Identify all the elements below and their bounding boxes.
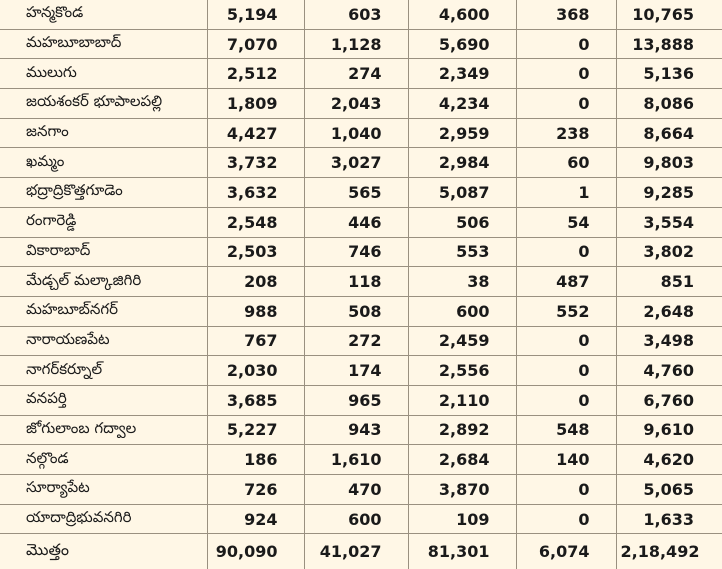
- value-cell: 81,301: [408, 534, 516, 569]
- table-row: [0, 0, 722, 29]
- district-name-cell: వనపర్తి: [0, 385, 207, 415]
- row-total-cell: 8,086: [616, 89, 722, 119]
- value-cell: 238: [516, 118, 616, 148]
- value-cell: 767: [207, 326, 304, 356]
- value-cell: 2,548: [207, 207, 304, 237]
- value-cell: 2,684: [408, 445, 516, 475]
- value-cell: 5,690: [408, 29, 516, 59]
- value-cell: 1,809: [207, 89, 304, 119]
- table-row: [0, 118, 722, 148]
- row-total-cell: 13,888: [616, 29, 722, 59]
- value-cell: 0: [516, 385, 616, 415]
- value-cell: 552: [516, 296, 616, 326]
- district-name-cell: జయశంకర్ భూపాలపల్లి: [0, 89, 207, 119]
- value-cell: 6,074: [516, 534, 616, 569]
- value-cell: 446: [304, 207, 408, 237]
- district-name-cell: నారాయణపేట: [0, 326, 207, 356]
- row-total-cell: 10,765: [616, 0, 722, 29]
- table-row: [0, 445, 722, 475]
- value-cell: 186: [207, 445, 304, 475]
- value-cell: 943: [304, 415, 408, 445]
- value-cell: 548: [516, 415, 616, 445]
- table-row: [0, 178, 722, 208]
- value-cell: 3,732: [207, 148, 304, 178]
- value-cell: 60: [516, 148, 616, 178]
- value-cell: 2,556: [408, 356, 516, 386]
- district-name-cell: నల్గొండ: [0, 445, 207, 475]
- row-total-cell: 9,285: [616, 178, 722, 208]
- table-row: [0, 207, 722, 237]
- table-row: [0, 475, 722, 505]
- value-cell: 603: [304, 0, 408, 29]
- district-name-cell: సూర్యాపేట: [0, 475, 207, 505]
- value-cell: 2,459: [408, 326, 516, 356]
- value-cell: 2,349: [408, 59, 516, 89]
- value-cell: 565: [304, 178, 408, 208]
- value-cell: 988: [207, 296, 304, 326]
- district-name-cell: రంగారెడ్డి: [0, 207, 207, 237]
- value-cell: 1: [516, 178, 616, 208]
- value-cell: 5,194: [207, 0, 304, 29]
- row-total-cell: 4,760: [616, 356, 722, 386]
- district-name-cell: మొత్తం: [0, 534, 207, 569]
- value-cell: 368: [516, 0, 616, 29]
- row-total-cell: 851: [616, 267, 722, 297]
- value-cell: 2,030: [207, 356, 304, 386]
- district-name-cell: ములుగు: [0, 59, 207, 89]
- value-cell: 0: [516, 29, 616, 59]
- value-cell: 3,685: [207, 385, 304, 415]
- row-total-cell: 3,802: [616, 237, 722, 267]
- district-name-cell: వికారాబాద్: [0, 237, 207, 267]
- row-total-cell: 5,136: [616, 59, 722, 89]
- value-cell: 0: [516, 237, 616, 267]
- value-cell: 726: [207, 475, 304, 505]
- table-row: [0, 296, 722, 326]
- value-cell: 0: [516, 475, 616, 505]
- value-cell: 924: [207, 504, 304, 534]
- value-cell: 1,128: [304, 29, 408, 59]
- value-cell: 2,512: [207, 59, 304, 89]
- value-cell: 54: [516, 207, 616, 237]
- value-cell: 600: [304, 504, 408, 534]
- value-cell: 140: [516, 445, 616, 475]
- value-cell: 118: [304, 267, 408, 297]
- district-name-cell: ఖమ్మం: [0, 148, 207, 178]
- value-cell: 5,087: [408, 178, 516, 208]
- row-total-cell: 4,620: [616, 445, 722, 475]
- value-cell: 4,600: [408, 0, 516, 29]
- value-cell: 746: [304, 237, 408, 267]
- table-row: [0, 267, 722, 297]
- value-cell: 109: [408, 504, 516, 534]
- table-row: [0, 148, 722, 178]
- value-cell: 208: [207, 267, 304, 297]
- value-cell: 3,027: [304, 148, 408, 178]
- value-cell: 274: [304, 59, 408, 89]
- value-cell: 3,870: [408, 475, 516, 505]
- value-cell: 5,227: [207, 415, 304, 445]
- value-cell: 0: [516, 504, 616, 534]
- value-cell: 0: [516, 356, 616, 386]
- value-cell: 90,090: [207, 534, 304, 569]
- value-cell: 2,043: [304, 89, 408, 119]
- row-total-cell: 2,18,492: [620, 542, 700, 562]
- value-cell: 965: [304, 385, 408, 415]
- row-total-cell: 3,498: [616, 326, 722, 356]
- value-cell: 7,070: [207, 29, 304, 59]
- value-cell: 4,427: [207, 118, 304, 148]
- value-cell: 0: [516, 59, 616, 89]
- row-total-cell: 3,554: [616, 207, 722, 237]
- value-cell: 2,959: [408, 118, 516, 148]
- value-cell: 470: [304, 475, 408, 505]
- row-total-cell: 9,610: [616, 415, 722, 445]
- total-row: [0, 534, 722, 569]
- table-row: [0, 89, 722, 119]
- district-name-cell: భద్రాద్రికొత్తగూడెం: [0, 178, 207, 208]
- value-cell: 4,234: [408, 89, 516, 119]
- row-total-cell: 8,664: [616, 118, 722, 148]
- row-total-cell: 1,633: [616, 504, 722, 534]
- row-total-cell: 5,065: [616, 475, 722, 505]
- value-cell: 508: [304, 296, 408, 326]
- value-cell: 174: [304, 356, 408, 386]
- row-total-cell: 6,760: [616, 385, 722, 415]
- table-row: [0, 356, 722, 386]
- district-name-cell: జనగాం: [0, 118, 207, 148]
- value-cell: 0: [516, 326, 616, 356]
- table-row: [0, 237, 722, 267]
- district-name-cell: జోగులాంబ గద్వాల: [0, 415, 207, 445]
- table-row: [0, 59, 722, 89]
- value-cell: 487: [516, 267, 616, 297]
- value-cell: 600: [408, 296, 516, 326]
- value-cell: 2,984: [408, 148, 516, 178]
- table-row: [0, 415, 722, 445]
- table-row: [0, 326, 722, 356]
- district-name-cell: యాదాద్రిభువనగిరి: [0, 504, 207, 534]
- district-name-cell: మహబూబాబాద్: [0, 29, 207, 59]
- table-row: [0, 504, 722, 534]
- value-cell: 1,040: [304, 118, 408, 148]
- value-cell: 1,610: [304, 445, 408, 475]
- district-name-cell: మహబూబ్‌నగర్: [0, 296, 207, 326]
- value-cell: 0: [516, 89, 616, 119]
- value-cell: 3,632: [207, 178, 304, 208]
- value-cell: 2,892: [408, 415, 516, 445]
- value-cell: 272: [304, 326, 408, 356]
- value-cell: 2,110: [408, 385, 516, 415]
- value-cell: 2,503: [207, 237, 304, 267]
- value-cell: 553: [408, 237, 516, 267]
- district-name-cell: నాగర్‌కర్నూల్: [0, 356, 207, 386]
- value-cell: 506: [408, 207, 516, 237]
- value-cell: 41,027: [304, 534, 408, 569]
- value-cell: 38: [408, 267, 516, 297]
- table-row: [0, 29, 722, 59]
- row-total-cell: 9,803: [616, 148, 722, 178]
- district-name-cell: హన్మకొండ: [0, 0, 207, 29]
- table-row: [0, 385, 722, 415]
- district-name-cell: మేడ్చల్ మల్కాజిగిరి: [0, 267, 207, 297]
- row-total-cell: 2,648: [616, 296, 722, 326]
